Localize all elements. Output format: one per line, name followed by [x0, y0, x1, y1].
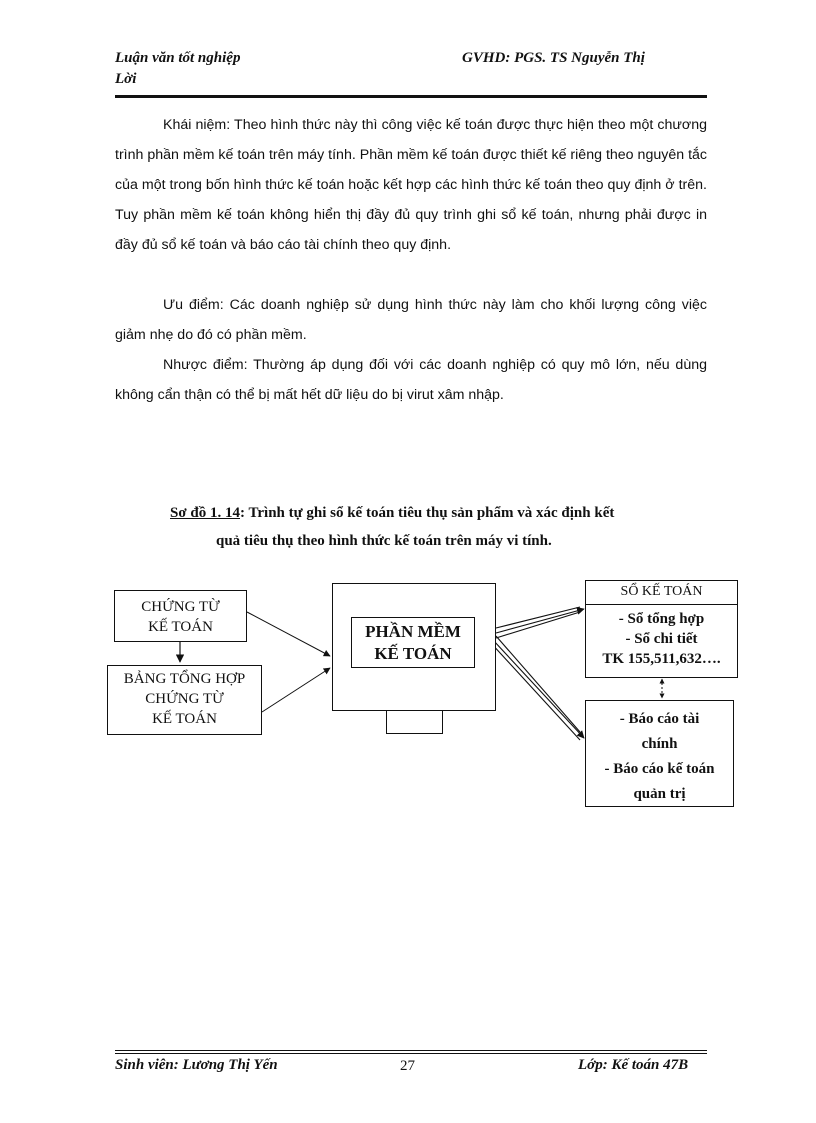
header-thesis-title-cont: Lời	[115, 71, 137, 87]
box-software-stand	[386, 710, 443, 734]
page-number: 27	[400, 1058, 415, 1074]
arrow-software-to-baocao-c	[490, 642, 580, 740]
so-ke-toan-item: - Sổ tổng hợp	[618, 611, 705, 627]
diagram-caption-line2: quả tiêu thụ theo hình thức kế toán trên máy vi tính.	[216, 533, 552, 549]
footer-rule-bottom	[115, 1053, 707, 1054]
arrow-software-to-baocao-a	[496, 636, 580, 732]
header-thesis-title: Luận văn tốt nghiệp	[115, 50, 241, 66]
box-so-ke-toan	[585, 580, 738, 678]
footer-rule-top	[115, 1050, 707, 1051]
paragraph-advantages: Ưu điểm: Các doanh nghiệp sử dụng hình thức này làm cho khối lượng công việc giảm nhẹ do đó có phần mềm.	[115, 297, 707, 343]
diagram-caption-label: Sơ đồ 1. 14	[170, 505, 240, 521]
arrow-software-to-baocao-b	[493, 640, 584, 738]
box-bao-cao: - Báo cáo tài chính - Báo cáo kế toán quản trị	[585, 700, 734, 807]
paragraph-concept: Khái niệm: Theo hình thức này thì công việc kế toán được thực hiện theo một chương trình phần mềm kế toán trên máy tính. Phần mềm kế toán được thiết kế riêng theo nguyên tắc của một trong bốn hình thức kế toán hoặc kết hợp các hình thức kế toán theo quy định ở trên. Tuy phần mềm kế toán không hiển thị đầy đủ quy trình ghi sổ kế toán, nhưng phải được in đầy đủ sổ kế toán và báo cáo tài chính theo quy định.	[115, 117, 707, 253]
header-supervisor: GVHD: PGS. TS Nguyễn Thị	[462, 50, 645, 66]
box-bang-tong-hop: BẢNG TỔNG HỢP CHỨNG TỪ KẾ TOÁN	[107, 665, 262, 735]
so-ke-toan-item: TK 155,511,632….	[602, 651, 721, 667]
paragraph-disadvantages: Nhược điểm: Thường áp dụng đối với các doanh nghiệp có quy mô lớn, nếu dùng không cẩn thận có thể bị mất hết dữ liệu do bị virut xâm nhập.	[115, 357, 707, 403]
box-chung-tu-ke-toan: CHỨNG TỪ KẾ TOÁN	[114, 590, 247, 642]
so-ke-toan-title: SỔ KẾ TOÁN	[586, 581, 737, 605]
arrow-bangtonghop-to-software	[262, 668, 330, 712]
arrow-software-to-sokt-b	[496, 609, 584, 633]
footer-class: Lớp: Kế toán 47B	[578, 1057, 689, 1073]
footer-student: Sinh viên: Lương Thị Yến	[115, 1057, 278, 1073]
box-phan-mem-ke-toan: PHẦN MỀM KẾ TOÁN	[351, 617, 475, 668]
so-ke-toan-item: - Sổ chi tiết	[625, 631, 698, 647]
diagram-caption-text: : Trình tự ghi sổ kế toán tiêu thụ sản phẩm và xác định kết	[240, 505, 615, 521]
arrow-chungtu-to-software	[247, 612, 330, 656]
